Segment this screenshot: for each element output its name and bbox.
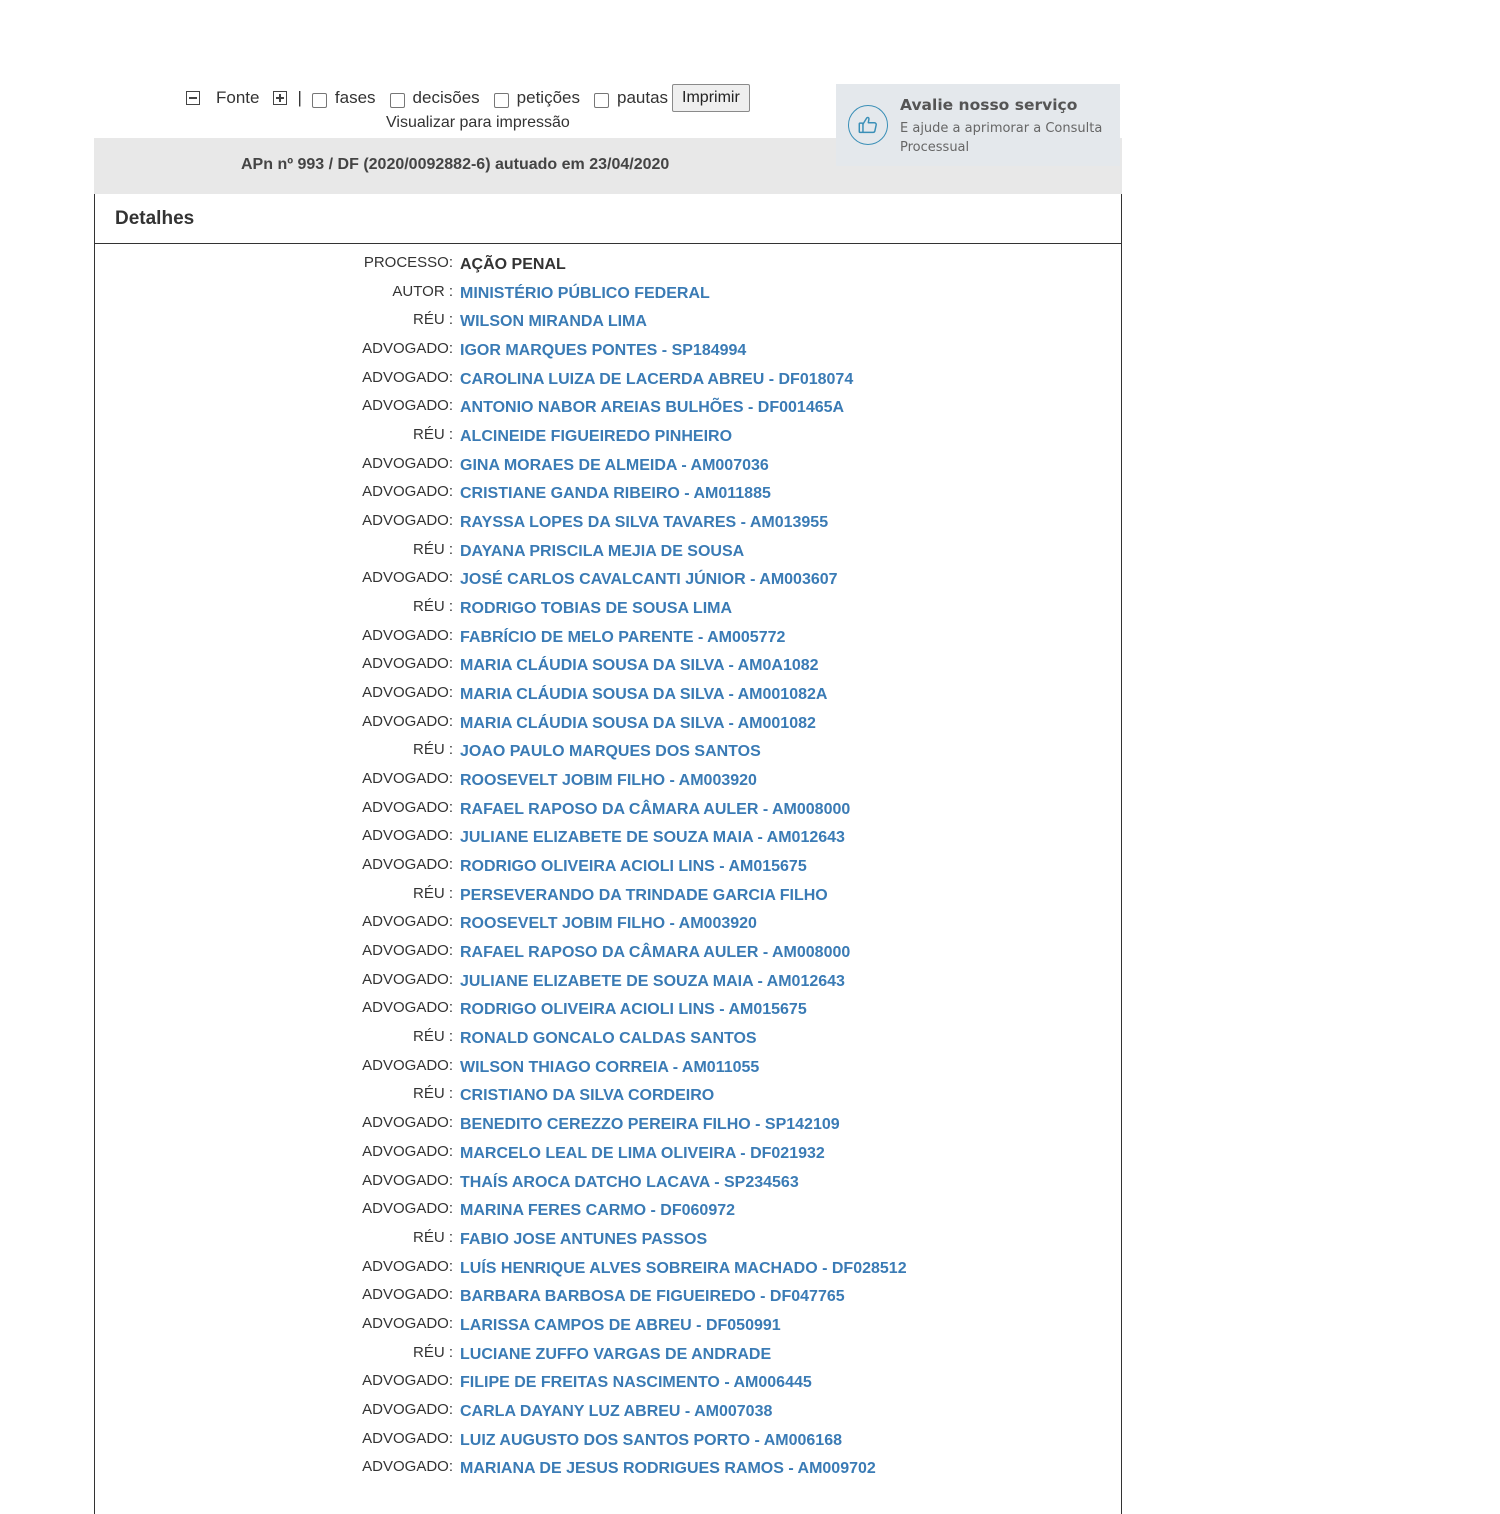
detail-label: ADVOGADO: bbox=[362, 827, 453, 845]
detail-label: ADVOGADO: bbox=[362, 340, 453, 358]
detail-label: ADVOGADO: bbox=[362, 999, 453, 1017]
detail-row bbox=[95, 856, 1121, 885]
party-link[interactable]: JULIANE ELIZABETE DE SOUZA MAIA - AM012643 bbox=[460, 972, 845, 990]
detail-row bbox=[95, 541, 1121, 570]
party-link[interactable]: RONALD GONCALO CALDAS SANTOS bbox=[460, 1030, 757, 1048]
detail-row bbox=[95, 913, 1121, 942]
detail-row bbox=[95, 1315, 1121, 1344]
detail-label: ADVOGADO: bbox=[362, 397, 453, 415]
detail-label: ADVOGADO: bbox=[362, 712, 453, 730]
party-link[interactable]: LUCIANE ZUFFO VARGAS DE ANDRADE bbox=[460, 1345, 772, 1363]
party-link[interactable]: GINA MORAES DE ALMEIDA - AM007036 bbox=[460, 456, 769, 474]
detail-row bbox=[95, 340, 1121, 369]
details-title: Detalhes bbox=[115, 208, 195, 229]
detail-label: PROCESSO: bbox=[363, 254, 453, 271]
party-link[interactable]: BENEDITO CEREZZO PEREIRA FILHO - SP142109 bbox=[460, 1116, 840, 1134]
party-link[interactable]: RODRIGO OLIVEIRA ACIOLI LINS - AM015675 bbox=[460, 858, 807, 876]
detail-label: ADVOGADO: bbox=[362, 1114, 453, 1132]
detail-row bbox=[95, 455, 1121, 484]
fases-label: fases bbox=[334, 88, 376, 107]
party-link[interactable]: ROOSEVELT JOBIM FILHO - AM003920 bbox=[460, 772, 757, 790]
party-link[interactable]: JOSÉ CARLOS CAVALCANTI JÚNIOR - AM003607 bbox=[460, 571, 838, 589]
party-link[interactable]: JOAO PAULO MARQUES DOS SANTOS bbox=[460, 743, 761, 761]
detail-row bbox=[95, 426, 1121, 455]
print-button[interactable]: Imprimir bbox=[672, 84, 750, 112]
detail-label: RÉU : bbox=[412, 884, 453, 902]
detail-row bbox=[95, 885, 1121, 914]
party-link[interactable]: WILSON MIRANDA LIMA bbox=[460, 313, 647, 331]
party-link[interactable]: LUIZ AUGUSTO DOS SANTOS PORTO - AM006168 bbox=[460, 1431, 842, 1449]
detail-label: ADVOGADO: bbox=[362, 1372, 453, 1390]
party-link[interactable]: RAYSSA LOPES DA SILVA TAVARES - AM013955 bbox=[460, 514, 829, 532]
detail-row bbox=[95, 1057, 1121, 1086]
party-link[interactable]: MARIA CLÁUDIA SOUSA DA SILVA - AM001082A bbox=[460, 686, 828, 704]
party-link[interactable]: THAÍS AROCA DATCHO LACAVA - SP234563 bbox=[460, 1173, 799, 1191]
party-link[interactable]: LARISSA CAMPOS DE ABREU - DF050991 bbox=[460, 1316, 781, 1334]
detail-label: ADVOGADO: bbox=[362, 970, 453, 988]
detail-row bbox=[95, 1172, 1121, 1201]
detail-label: ADVOGADO: bbox=[362, 942, 453, 960]
detail-row bbox=[95, 741, 1121, 770]
party-link[interactable]: ROOSEVELT JOBIM FILHO - AM003920 bbox=[460, 915, 757, 933]
detail-row bbox=[95, 627, 1121, 656]
party-link[interactable]: MARIANA DE JESUS RODRIGUES RAMOS - AM009702 bbox=[460, 1460, 876, 1478]
party-link[interactable]: RAFAEL RAPOSO DA CÂMARA AULER - AM008000 bbox=[460, 800, 851, 818]
font-label: Fonte bbox=[216, 88, 260, 107]
detail-label: ADVOGADO: bbox=[362, 1314, 453, 1332]
process-title: APn nº 993 / DF (2020/0092882-6) autuado em 23/04/2020 bbox=[241, 156, 670, 173]
toolbar-separator: | bbox=[297, 88, 302, 107]
party-link[interactable]: LUÍS HENRIQUE ALVES SOBREIRA MACHADO - DF028512 bbox=[460, 1259, 907, 1277]
feedback-title: Avalie nosso serviço bbox=[900, 96, 1078, 114]
detail-row bbox=[95, 713, 1121, 742]
pautas-checkbox[interactable] bbox=[594, 93, 609, 108]
detail-row bbox=[95, 1028, 1121, 1057]
party-link[interactable]: FABIO JOSE ANTUNES PASSOS bbox=[460, 1230, 708, 1248]
detail-label: ADVOGADO: bbox=[362, 1056, 453, 1074]
detail-row bbox=[95, 311, 1121, 340]
detail-row bbox=[95, 1458, 1121, 1487]
detail-row bbox=[95, 1229, 1121, 1258]
detail-label: ADVOGADO: bbox=[362, 512, 453, 530]
party-link[interactable]: RODRIGO OLIVEIRA ACIOLI LINS - AM015675 bbox=[460, 1001, 807, 1019]
detail-row bbox=[95, 655, 1121, 684]
detail-label: ADVOGADO: bbox=[362, 1286, 453, 1304]
party-link[interactable]: CRISTIANE GANDA RIBEIRO - AM011885 bbox=[460, 485, 771, 503]
detail-label: ADVOGADO: bbox=[362, 368, 453, 386]
process-class: AÇÃO PENAL bbox=[460, 256, 566, 273]
detail-label: RÉU : bbox=[412, 311, 453, 329]
detail-label: ADVOGADO: bbox=[362, 1429, 453, 1447]
detail-row bbox=[95, 598, 1121, 627]
detail-label: ADVOGADO: bbox=[362, 569, 453, 587]
detail-row bbox=[95, 569, 1121, 598]
detail-label: ADVOGADO: bbox=[362, 1458, 453, 1476]
detail-label: ADVOGADO: bbox=[362, 770, 453, 788]
detail-row bbox=[95, 1430, 1121, 1459]
detail-row bbox=[95, 971, 1121, 1000]
detail-row bbox=[95, 799, 1121, 828]
detail-label: RÉU : bbox=[412, 1028, 453, 1046]
detail-label: ADVOGADO: bbox=[362, 1142, 453, 1160]
party-link[interactable]: CARLA DAYANY LUZ ABREU - AM007038 bbox=[460, 1402, 773, 1420]
feedback-subtitle: E ajude a aprimorar a Consulta Processual bbox=[900, 121, 1103, 155]
detail-label: ADVOGADO: bbox=[362, 655, 453, 673]
detail-row bbox=[95, 942, 1121, 971]
detail-label: RÉU : bbox=[412, 426, 453, 444]
detail-label: RÉU : bbox=[412, 540, 453, 558]
detail-row bbox=[95, 483, 1121, 512]
detail-row bbox=[95, 1085, 1121, 1114]
detail-label: ADVOGADO: bbox=[362, 684, 453, 702]
detail-row bbox=[95, 512, 1121, 541]
party-link[interactable]: MARCELO LEAL DE LIMA OLIVEIRA - DF021932 bbox=[460, 1144, 825, 1162]
party-link[interactable]: WILSON THIAGO CORREIA - AM011055 bbox=[460, 1058, 760, 1076]
party-link[interactable]: MARIA CLÁUDIA SOUSA DA SILVA - AM001082 bbox=[460, 714, 816, 732]
detail-label: ADVOGADO: bbox=[362, 454, 453, 472]
detail-row bbox=[95, 1258, 1121, 1287]
detail-label: ADVOGADO: bbox=[362, 1171, 453, 1189]
detail-label: ADVOGADO: bbox=[362, 913, 453, 931]
increase-font-button[interactable] bbox=[273, 91, 287, 105]
party-link[interactable]: BARBARA BARBOSA DE FIGUEIREDO - DF047765 bbox=[460, 1288, 845, 1306]
detail-label: RÉU : bbox=[412, 1228, 453, 1246]
details-list bbox=[95, 254, 1121, 1487]
detail-row bbox=[95, 827, 1121, 856]
party-link[interactable]: ANTONIO NABOR AREIAS BULHÕES - DF001465A bbox=[460, 399, 845, 417]
feedback-widget[interactable] bbox=[836, 84, 1120, 166]
detail-row bbox=[95, 1114, 1121, 1143]
font-toolbar bbox=[186, 84, 750, 112]
detail-row bbox=[95, 1344, 1121, 1373]
party-link[interactable]: JULIANE ELIZABETE DE SOUZA MAIA - AM012643 bbox=[460, 829, 845, 847]
detail-row bbox=[95, 397, 1121, 426]
detail-row bbox=[95, 1286, 1121, 1315]
detail-label: ADVOGADO: bbox=[362, 626, 453, 644]
detail-label: RÉU : bbox=[412, 598, 453, 616]
detail-label: ADVOGADO: bbox=[362, 856, 453, 874]
detail-row bbox=[95, 1401, 1121, 1430]
party-link[interactable]: RAFAEL RAPOSO DA CÂMARA AULER - AM008000 bbox=[460, 944, 851, 962]
detail-label: ADVOGADO: bbox=[362, 1200, 453, 1218]
detail-row bbox=[95, 254, 1121, 283]
detail-label: ADVOGADO: bbox=[362, 1400, 453, 1418]
party-link[interactable]: CRISTIANO DA SILVA CORDEIRO bbox=[460, 1087, 715, 1105]
party-link[interactable]: FILIPE DE FREITAS NASCIMENTO - AM006445 bbox=[460, 1374, 812, 1392]
detail-row bbox=[95, 770, 1121, 799]
print-caption: Visualizar para impressão bbox=[386, 114, 570, 131]
detail-label: ADVOGADO: bbox=[362, 483, 453, 501]
party-link[interactable]: DAYANA PRISCILA MEJIA DE SOUSA bbox=[460, 542, 745, 560]
detail-row bbox=[95, 999, 1121, 1028]
pautas-label: pautas bbox=[616, 88, 669, 107]
details-header bbox=[95, 194, 1121, 244]
details-panel bbox=[94, 194, 1122, 1514]
party-link[interactable]: ALCINEIDE FIGUEIREDO PINHEIRO bbox=[460, 428, 733, 446]
party-link[interactable]: CAROLINA LUIZA DE LACERDA ABREU - DF018074 bbox=[460, 370, 854, 388]
peticoes-label: petições bbox=[516, 88, 580, 107]
party-link[interactable]: MARIA CLÁUDIA SOUSA DA SILVA - AM0A1082 bbox=[460, 657, 819, 675]
detail-row bbox=[95, 684, 1121, 713]
party-link[interactable]: MINISTÉRIO PÚBLICO FEDERAL bbox=[460, 284, 710, 302]
decisoes-checkbox[interactable] bbox=[390, 93, 405, 108]
party-link[interactable]: RODRIGO TOBIAS DE SOUSA LIMA bbox=[460, 600, 733, 618]
detail-label: RÉU : bbox=[412, 741, 453, 759]
detail-label: RÉU : bbox=[412, 1085, 453, 1103]
party-link[interactable]: PERSEVERANDO DA TRINDADE GARCIA FILHO bbox=[460, 886, 828, 904]
detail-row bbox=[95, 283, 1121, 312]
thumbs-up-icon[interactable] bbox=[848, 105, 888, 145]
party-link[interactable]: IGOR MARQUES PONTES - SP184994 bbox=[460, 342, 747, 360]
detail-label: ADVOGADO: bbox=[362, 1257, 453, 1275]
detail-row bbox=[95, 1200, 1121, 1229]
party-link[interactable]: MARINA FERES CARMO - DF060972 bbox=[460, 1202, 736, 1220]
detail-row bbox=[95, 1143, 1121, 1172]
decrease-font-button[interactable] bbox=[186, 91, 200, 105]
detail-label: RÉU : bbox=[412, 1343, 453, 1361]
peticoes-checkbox[interactable] bbox=[494, 93, 509, 108]
detail-label: ADVOGADO: bbox=[362, 798, 453, 816]
detail-label: AUTOR : bbox=[392, 282, 453, 300]
fases-checkbox[interactable] bbox=[312, 93, 327, 108]
detail-row bbox=[95, 369, 1121, 398]
decisoes-label: decisões bbox=[412, 88, 480, 107]
detail-row bbox=[95, 1372, 1121, 1401]
party-link[interactable]: FABRÍCIO DE MELO PARENTE - AM005772 bbox=[460, 628, 786, 646]
